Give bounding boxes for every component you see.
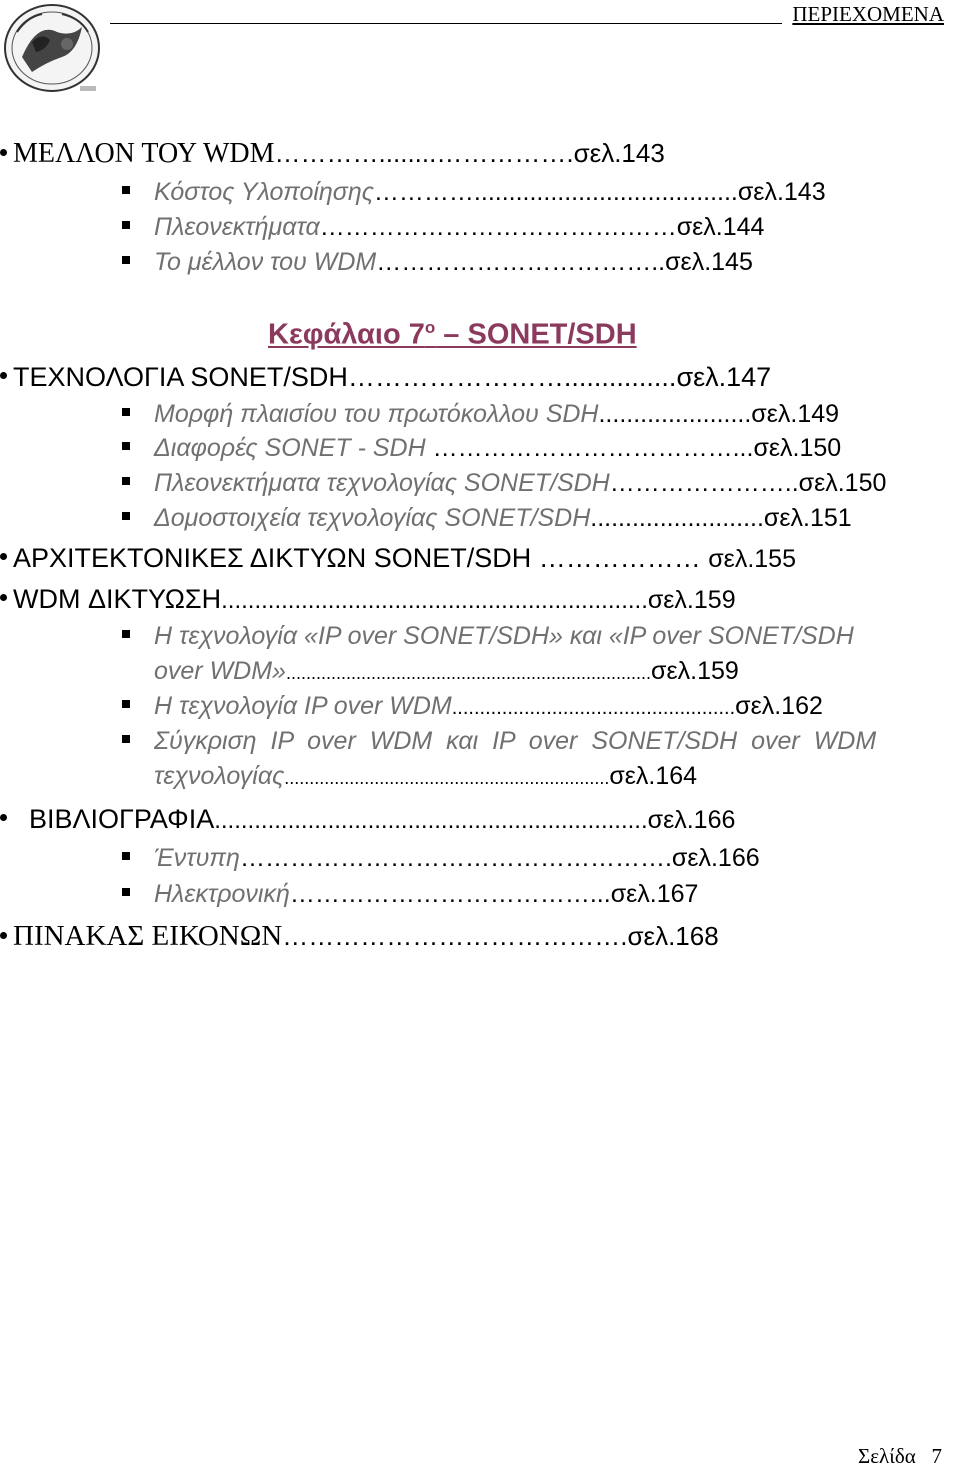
toc-leader: .................................................................	[284, 768, 610, 788]
page-footer	[858, 1444, 942, 1469]
toc-subentry-title: Διαφορές SONET - SDH	[154, 434, 426, 462]
square-bullet-icon	[122, 186, 130, 194]
toc-page: σελ.167	[610, 880, 699, 908]
bullet-icon	[0, 149, 7, 156]
toc-subentry-title: Πλεονεκτήματα	[154, 213, 320, 241]
toc-subentry-title: Σύγκριση IP over WDM και IP over SONET/SDH over WDM	[154, 727, 877, 755]
toc-subentry-title: Πλεονεκτήματα τεχνολογίας SONET/SDH	[154, 469, 610, 497]
toc-leader: ………………………………….	[282, 921, 628, 951]
toc-page: σελ.166	[647, 806, 736, 834]
square-bullet-icon	[122, 221, 130, 229]
toc-entry-title: ΤΕΧΝΟΛΟΓΙΑ SONET/SDH	[13, 362, 348, 392]
toc-subentry-title: Έντυπη	[154, 844, 240, 872]
toc-leader: …………........…………….	[274, 138, 574, 168]
toc-page: σελ.155	[708, 545, 796, 573]
toc-leader: ………………………………...	[289, 880, 611, 908]
square-bullet-icon	[122, 477, 130, 485]
toc-leader: ………………………………...	[425, 434, 754, 462]
toc-subentry-title: Μορφή πλαισίου του πρωτόκολλου SDH	[154, 400, 599, 428]
toc-page: σελ.166	[671, 844, 760, 872]
toc-leader: ...................................................	[451, 697, 736, 719]
toc-leader: …………......................................	[373, 178, 738, 206]
toc-entry-title: ΑΡΧΙΤΕΚΤΟΝΙΚΕΣ ΔΙΚΤΥΩΝ SONET/SDH	[13, 543, 532, 573]
toc-subentry[interactable]	[122, 436, 841, 461]
toc-page: σελ.164	[609, 762, 698, 790]
chapter-superscript: ο	[424, 318, 436, 337]
toc-leader: ………………	[531, 543, 709, 573]
toc-page: σελ.150	[798, 469, 887, 497]
toc-leader: ................................................................	[221, 587, 648, 614]
toc-page: σελ.159	[647, 586, 736, 614]
square-bullet-icon	[122, 256, 130, 264]
square-bullet-icon	[122, 735, 130, 743]
toc-subentry[interactable]	[122, 729, 876, 754]
toc-entry-title: ΒΙΒΛΙΟΓΡΑΦΙΑ	[29, 804, 215, 834]
toc-page: σελ.143	[737, 178, 826, 206]
toc-page: σελ.151	[763, 504, 852, 532]
toc-subentry-title: Η τεχνολογία «IP over SONET/SDH» και «IP over SONET/SDH	[154, 622, 854, 650]
toc-subentry[interactable]	[122, 624, 854, 649]
toc-leader: .........................................................................	[285, 663, 652, 683]
square-bullet-icon	[122, 888, 130, 896]
toc-entry[interactable]	[0, 806, 735, 833]
toc-subentry-title: Δομοστοιχεία τεχνολογίας SONET/SDH	[154, 504, 591, 532]
toc-subentry-title: τεχνολογίας	[154, 762, 285, 790]
toc-subentry[interactable]	[122, 694, 823, 719]
toc-page: σελ.143	[573, 138, 665, 168]
toc-page: σελ.147	[676, 362, 772, 392]
toc-subentry[interactable]	[122, 506, 852, 531]
square-bullet-icon	[122, 700, 130, 708]
toc-page: σελ.162	[735, 692, 823, 720]
toc-subentry[interactable]	[122, 180, 826, 205]
header-title-link[interactable]: ΠΕΡΙΕΧΟΜΕΝΑ	[792, 2, 944, 26]
toc-subentry-title: Κόστος Υλοποίησης	[154, 178, 374, 206]
bullet-icon	[0, 932, 7, 939]
toc-entry[interactable]	[0, 545, 796, 572]
toc-leader: .................................................................	[214, 807, 648, 834]
toc-page: σελ.144	[676, 213, 765, 241]
toc-entry[interactable]	[0, 140, 665, 168]
toc-page: σελ.159	[651, 657, 739, 685]
toc-subentry[interactable]	[122, 250, 753, 275]
square-bullet-icon	[122, 512, 130, 520]
toc-subentry[interactable]	[122, 471, 886, 496]
toc-leader: ……………………………..	[376, 248, 666, 276]
toc-subentry[interactable]	[122, 402, 839, 427]
toc-subentry[interactable]	[122, 846, 760, 871]
square-bullet-icon	[122, 630, 130, 638]
chapter-suffix: – SONET/SDH	[435, 318, 637, 351]
toc-subentry-continuation[interactable]	[154, 764, 697, 789]
bullet-icon	[0, 594, 7, 601]
toc-subentry-title: Το μέλλον του WDM	[154, 248, 377, 276]
toc-subentry[interactable]	[122, 882, 698, 907]
toc-leader: .........................	[590, 504, 764, 532]
bullet-icon	[0, 372, 7, 379]
toc-subentry-continuation[interactable]	[154, 659, 739, 684]
toc-leader: …………………………………………….	[239, 844, 672, 872]
toc-subentry-title: Ηλεκτρονική	[154, 880, 290, 908]
footer-page-number: 7	[931, 1444, 942, 1468]
toc-subentry[interactable]	[122, 215, 764, 240]
square-bullet-icon	[122, 442, 130, 450]
university-seal-icon	[2, 2, 102, 94]
toc-subentry-title: over WDM»	[154, 657, 286, 685]
bullet-icon	[0, 814, 7, 821]
footer-page-label: Σελίδα	[857, 1444, 916, 1468]
toc-subentry-title: Η τεχνολογία IP over WDM	[154, 692, 452, 720]
toc-leader: …………………..	[609, 469, 799, 497]
toc-entry[interactable]	[0, 922, 719, 951]
square-bullet-icon	[122, 408, 130, 416]
toc-page: σελ.149	[751, 400, 840, 428]
toc-page: σελ.145	[665, 248, 753, 276]
toc-leader: ......................	[598, 400, 752, 428]
bullet-icon	[0, 553, 7, 560]
chapter-heading	[268, 318, 637, 352]
toc-page: σελ.168	[627, 921, 719, 951]
toc-page: σελ.150	[753, 434, 842, 462]
toc-entry-title: ΜΕΛΛΟΝ ΤΟΥ WDM	[13, 138, 275, 169]
toc-entry[interactable]	[0, 364, 771, 391]
toc-leader: ……………………...............	[347, 362, 677, 392]
square-bullet-icon	[122, 852, 130, 860]
toc-entry[interactable]	[0, 586, 736, 613]
toc-entry-title: WDM ΔΙΚΤΥΩΣΗ	[13, 584, 222, 614]
chapter-prefix: Κεφάλαιο 7	[268, 318, 425, 351]
header-rule	[110, 23, 782, 24]
toc-entry-title: ΠΙΝΑΚΑΣ ΕΙΚΟΝΩΝ	[13, 920, 283, 952]
toc-leader: ……………………………….……	[319, 213, 677, 241]
